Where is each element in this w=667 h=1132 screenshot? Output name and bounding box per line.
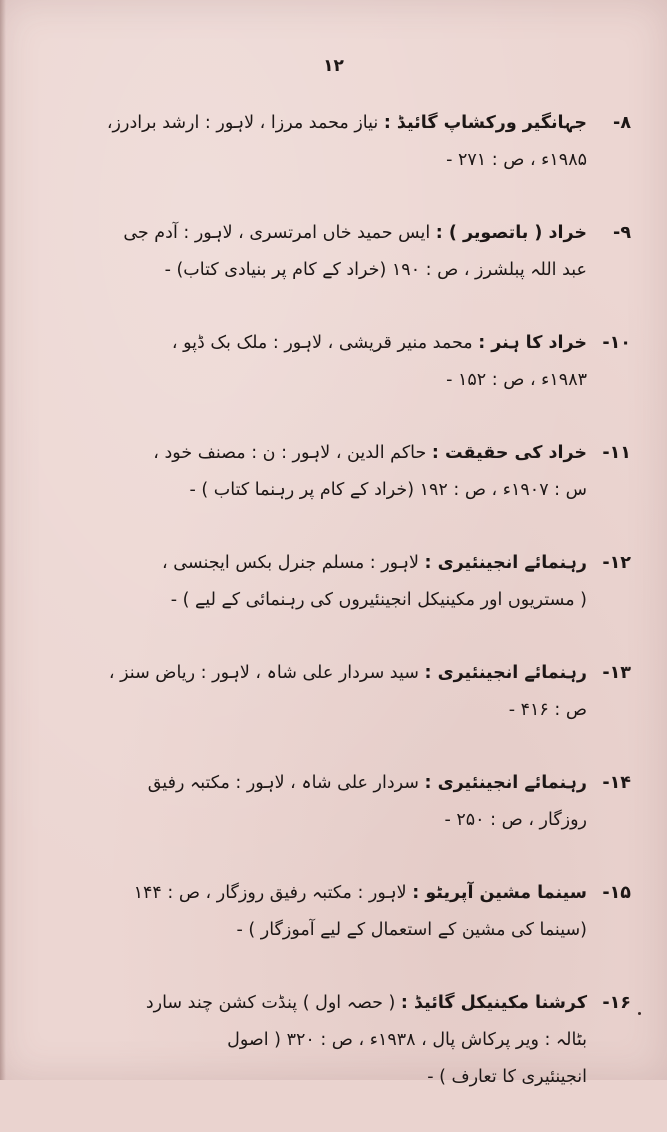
entry-line: ص : ۴۱۶ - bbox=[508, 700, 587, 720]
entry-title: رہنمائے انجینئیری : bbox=[424, 553, 587, 573]
entry-text: محمد منیر قریشی ، لاہور : ملک بک ڈپو ، bbox=[171, 333, 473, 353]
entry-number: ۱۲- bbox=[602, 553, 631, 573]
entry-title: خراد کا ہنر : bbox=[478, 333, 587, 353]
entry-line: ۱۹۸۵ء ، ص : ۲۷۱ - bbox=[446, 150, 587, 170]
entry-text: نیاز محمد مرزا ، لاہور : ارشد برادرز، bbox=[106, 113, 379, 133]
bibliography-entry-8 bbox=[41, 105, 631, 179]
page-edge-shadow bbox=[0, 0, 6, 1080]
entry-title: کرشنا مکینیکل گائیڈ : bbox=[400, 993, 587, 1013]
entry-number: ۱۴- bbox=[602, 773, 631, 793]
entry-line bbox=[41, 765, 587, 802]
entry-number: ۱۰- bbox=[602, 333, 631, 353]
entry-number: ۸- bbox=[613, 113, 631, 133]
entry-number: ۱۶- bbox=[602, 993, 631, 1013]
entry-line bbox=[41, 985, 587, 1022]
bibliography-entry-9 bbox=[41, 215, 631, 289]
entry-line: انجینئیری کا تعارف ) - bbox=[427, 1067, 587, 1087]
bibliography-list bbox=[41, 105, 631, 1132]
bibliography-entry-15 bbox=[41, 875, 631, 949]
entry-line bbox=[41, 655, 587, 692]
entry-text: لاہور : مکتبہ رفیق روزگار ، ص : ۱۴۴ bbox=[133, 883, 407, 903]
entry-line bbox=[41, 875, 587, 912]
page-number: ۱۲ bbox=[323, 56, 344, 76]
entry-text: ایس حمید خاں امرتسری ، لاہور : آدم جی bbox=[123, 223, 431, 243]
entry-line bbox=[41, 105, 587, 142]
bibliography-entry-11 bbox=[41, 435, 631, 509]
entry-line: ۱۹۸۳ء ، ص : ۱۵۲ - bbox=[446, 370, 587, 390]
bibliography-entry-10 bbox=[41, 325, 631, 399]
entry-number: ۱۳- bbox=[602, 663, 631, 683]
bibliography-entry-13 bbox=[41, 655, 631, 729]
entry-number: ۹- bbox=[613, 223, 631, 243]
entry-line: بٹالہ : ویر پرکاش پال ، ۱۹۳۸ء ، ص : ۳۲۰ ( اصول bbox=[227, 1030, 587, 1050]
entry-line bbox=[41, 215, 587, 252]
entry-line: عبد اللہ پبلشرز ، ص : ۱۹۰ (خراد کے کام پر بنیادی کتاب) - bbox=[164, 260, 587, 280]
entry-title: خراد کی حقیقت : bbox=[431, 443, 587, 463]
entry-text: سردار علی شاہ ، لاہور : مکتبہ رفیق bbox=[147, 773, 419, 793]
entry-title: رہنمائے انجینئیری : bbox=[424, 773, 587, 793]
bibliography-entry-16 bbox=[41, 985, 631, 1096]
entry-title: جہانگیر ورکشاپ گائیڈ : bbox=[383, 113, 587, 133]
paper-speck bbox=[638, 1012, 641, 1015]
entry-line bbox=[41, 545, 587, 582]
entry-text: لاہور : مسلم جنرل بکس ایجنسی ، bbox=[162, 553, 419, 573]
bibliography-entry-12 bbox=[41, 545, 631, 619]
entry-line bbox=[41, 325, 587, 362]
entry-text: حاکم الدین ، لاہور : ن : مصنف خود ، bbox=[153, 443, 427, 463]
bibliography-entry-14 bbox=[41, 765, 631, 839]
entry-title: سینما مشین آپریٹو : bbox=[412, 883, 587, 903]
entry-line: ( مستریوں اور مکینیکل انجینئیروں کی رہنمائی کے لیے ) - bbox=[170, 590, 587, 610]
entry-text: سید سردار علی شاہ ، لاہور : ریاض سنز ، bbox=[108, 663, 419, 683]
entry-line: روزگار ، ص : ۲۵۰ - bbox=[444, 810, 587, 830]
entry-line: س : ۱۹۰۷ء ، ص : ۱۹۲ (خراد کے کام پر رہنما کتاب ) - bbox=[189, 480, 587, 500]
entry-line bbox=[41, 435, 587, 472]
entry-title: رہنمائے انجینئیری : bbox=[424, 663, 587, 683]
entry-text: ( حصہ اول ) پنڈت کشن چند سارد bbox=[145, 993, 396, 1013]
entry-number: ۱۵- bbox=[602, 883, 631, 903]
entry-number: ۱۱- bbox=[602, 443, 631, 463]
entry-line: (سینما کی مشین کے استعمال کے لیے آموزگار ) - bbox=[236, 920, 587, 940]
entry-title: خراد ( باتصویر ) : bbox=[435, 223, 587, 243]
